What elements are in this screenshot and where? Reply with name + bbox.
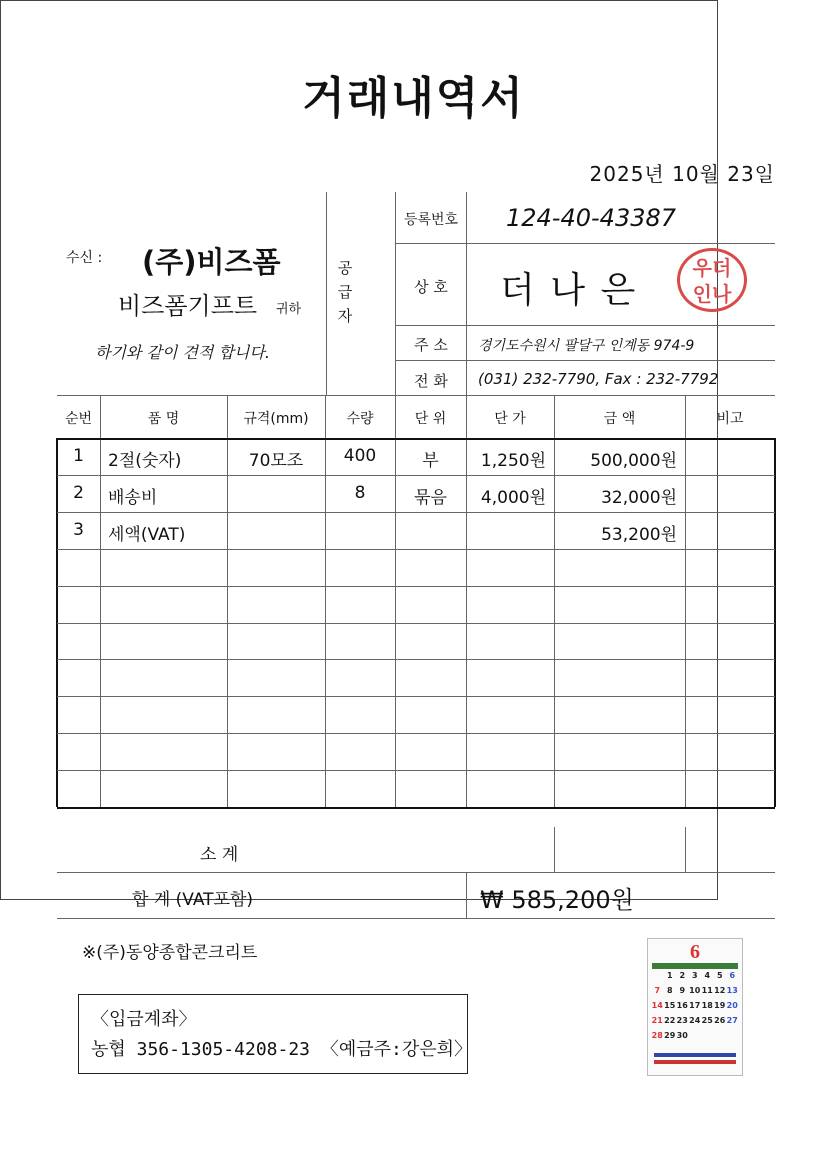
table-cell: 32,000원 [601, 487, 677, 508]
quote-note: 하기와 같이 견적 합니다. [95, 343, 270, 362]
table-header-cell: 단 가 [494, 411, 526, 427]
divider [57, 395, 775, 396]
total-label: 합 계 (VAT포함) [132, 890, 253, 910]
table-header-cell: 단 위 [414, 411, 447, 427]
row-divider [57, 733, 775, 734]
divider [554, 827, 555, 872]
calendar-day: 11 [701, 986, 713, 995]
table-header-cell: 품 명 [147, 411, 180, 427]
calendar-day: 9 [679, 986, 686, 995]
calendar-day: 2 [679, 971, 686, 980]
table-cell: 1 [73, 446, 84, 466]
table-header-cell: 순번 [64, 411, 93, 427]
row-divider [57, 659, 775, 660]
calendar-month: 6 [690, 941, 700, 963]
calendar-day: 5 [716, 971, 723, 980]
divider [466, 192, 467, 395]
table-header-cell: 규격(mm) [243, 411, 309, 427]
column-divider [100, 395, 101, 807]
total-value: ₩ 585,200원 [480, 886, 634, 914]
document-title: 거래내역서 [302, 73, 525, 124]
divider [395, 325, 775, 326]
table-cell: 4,000원 [480, 487, 546, 508]
remark: ※(주)동양종합콘크리트 [82, 943, 258, 963]
table-cell: 2 [73, 482, 84, 503]
table-cell: 3 [73, 519, 84, 540]
calendar-day: 10 [689, 986, 701, 995]
calendar-day: 14 [651, 1001, 663, 1010]
table-cell: 500,000원 [590, 451, 677, 471]
table-body-top-border [57, 438, 775, 440]
calendar-day: 20 [726, 1001, 738, 1010]
calendar-footer-bar [654, 1053, 736, 1057]
table-cell: 2절(숫자) [108, 451, 182, 471]
calendar-day: 18 [701, 1001, 713, 1010]
table-cell: 세액(VAT) [108, 524, 186, 545]
row-divider [57, 512, 775, 513]
calendar-day: 4 [704, 971, 711, 980]
phone-label: 전 화 [414, 372, 448, 390]
account-box [78, 994, 473, 1074]
calendar-day: 27 [726, 1016, 738, 1025]
reg-no-label: 등록번호 [403, 212, 459, 228]
calendar-day: 3 [691, 971, 698, 980]
calendar-day: 28 [651, 1031, 663, 1040]
column-divider [685, 395, 686, 807]
row-divider [57, 770, 775, 771]
row-divider [57, 475, 775, 476]
calendar-day: 29 [664, 1031, 676, 1040]
supplier-section-label: 공 급 자 [337, 259, 353, 325]
row-divider [57, 586, 775, 587]
calendar-thumbnail [647, 938, 743, 1076]
calendar-day: 23 [676, 1016, 688, 1025]
table-cell: 묶음 [414, 487, 447, 508]
document-date: 2025년 10월 23일 [589, 162, 775, 186]
calendar-day: 15 [664, 1001, 676, 1010]
recipient-prefix: 수신 : [66, 250, 103, 266]
row-divider [57, 696, 775, 697]
table-cell: 부 [422, 451, 439, 471]
supplier-name: 더 나 은 [500, 270, 638, 311]
divider [326, 192, 327, 395]
table-header-cell: 금 액 [603, 411, 636, 427]
subtotal-label: 소 계 [200, 845, 239, 865]
calendar-day: 6 [729, 971, 736, 980]
reg-no-value: 124-40-43387 [506, 204, 677, 232]
calendar-day: 7 [654, 986, 661, 995]
table-cell: 70모조 [248, 451, 304, 471]
table-body-bottom-border [57, 807, 775, 809]
calendar-weekday-bar [652, 963, 738, 969]
table-cell: 배송비 [108, 487, 158, 508]
address-label: 주 소 [414, 336, 448, 354]
row-divider [57, 549, 775, 550]
calendar-day: 12 [714, 986, 726, 995]
divider [395, 360, 775, 361]
calendar-day: 24 [689, 1016, 701, 1025]
calendar-day: 8 [666, 986, 673, 995]
name-label: 상 호 [414, 278, 448, 296]
calendar-day: 25 [701, 1016, 713, 1025]
divider [685, 827, 686, 872]
divider [466, 872, 467, 918]
phone-value: (031) 232-7790, Fax : 232-7792 [478, 370, 719, 388]
account-line: 농협 356-1305-4208-23 〈예금주:강은희〉 [91, 1039, 473, 1060]
calendar-day: 16 [676, 1001, 688, 1010]
calendar-day: 13 [726, 986, 738, 995]
row-divider [57, 623, 775, 624]
recipient-dept: 비즈폼기프트 [118, 292, 258, 320]
table-cell: 8 [354, 482, 366, 503]
calendar-day: 30 [676, 1031, 688, 1040]
recipient-honorific: 귀하 [276, 302, 302, 317]
table-cell: 1,250원 [480, 451, 546, 471]
divider [57, 918, 775, 919]
calendar-day: 1 [666, 971, 673, 980]
account-title: 〈입금계좌〉 [91, 1009, 197, 1030]
calendar-day: 17 [689, 1001, 701, 1010]
calendar-day: 19 [714, 1001, 726, 1010]
calendar-day: 21 [651, 1016, 663, 1025]
recipient-company: (주)비즈폼 [142, 245, 281, 279]
calendar-day: 26 [714, 1016, 726, 1025]
company-seal: 우더 인나 [677, 248, 747, 312]
divider [57, 872, 775, 873]
address-value: 경기도수원시 팔달구 인계동 974-9 [478, 338, 695, 354]
table-header-cell: 비고 [716, 411, 744, 427]
table-cell: 400 [343, 446, 377, 466]
table-cell: 53,200원 [601, 524, 677, 545]
divider [395, 243, 775, 244]
calendar-footer-bar [654, 1060, 736, 1064]
table-header-cell: 수량 [346, 411, 374, 427]
calendar-day: 22 [664, 1016, 676, 1025]
